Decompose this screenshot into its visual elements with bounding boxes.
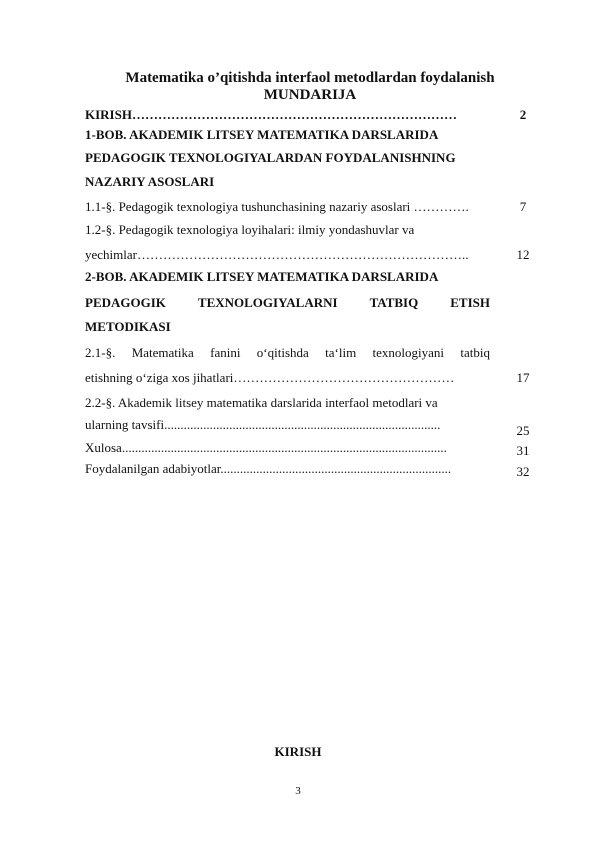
toc-word: ta‘lim (325, 345, 357, 360)
document-title (84, 70, 536, 104)
toc-entry-text: ularning tavsifi..................................................................................... (85, 417, 441, 432)
toc-word: ETISH (450, 295, 490, 310)
toc-word: TEXNOLOGIYALARNI (197, 295, 338, 310)
toc-page-number: 25 (516, 423, 530, 438)
toc-heading-bob1-line1: 1-BOB. AKADEMIK LITSEY MATEMATIKA DARSLARIDA (85, 127, 439, 142)
toc-word: 2.1-§. (85, 345, 116, 360)
toc-page-number: 17 (516, 370, 530, 385)
title-line-1: Matematika o’qitishda interfaol metodlardan foydalanish (125, 70, 495, 86)
toc-heading-bob1-line3: NAZARIY ASOSLARI (85, 174, 215, 189)
toc-heading-bob2-line2 (85, 292, 537, 314)
toc-entry-text: Xulosa.................................................................................................... (85, 440, 447, 455)
toc-entry-2-2-line1: 2.2-§. Akademik litsey matematika darslarida interfaol metodlari va (85, 395, 438, 410)
toc-page-number: 12 (516, 247, 530, 262)
toc-word: fanini (210, 345, 241, 360)
toc-word: o‘qitishda (256, 345, 309, 360)
toc-entry-text: 1.1-§. Pedagogik texnologiya tushunchasining nazariy asoslari …………. (85, 199, 469, 214)
toc-page-number: 32 (516, 464, 530, 479)
toc-entry-text: yechimlar………………………………………………………………….. (85, 247, 469, 262)
toc-entry-1-2-line1: 1.2-§. Pedagogik texnologiya loyihalari: ilmiy yondashuvlar va (85, 222, 415, 237)
toc-word: PEDAGOGIK (85, 295, 166, 310)
toc-page-number: 7 (519, 199, 527, 214)
title-line-2: MUNDARIJA (263, 87, 357, 103)
toc-heading-bob1-line2: PEDAGOGIK TEXNOLOGIYALARDAN FOYDALANISHNING (85, 150, 456, 165)
toc-entry-1-2[interactable] (85, 244, 537, 266)
toc-entry-text: KIRISH………………………………………………………………… (85, 107, 457, 122)
toc-entry-text: etishning o‘ziga xos jihatlari…………………………………………… (85, 370, 455, 385)
toc-entry-2-2[interactable] (85, 414, 537, 436)
toc-word: TATBIQ (369, 295, 419, 310)
toc-entry-kirish[interactable] (85, 104, 537, 126)
toc-word: Matematika (131, 345, 194, 360)
toc-entry-2-1[interactable] (85, 367, 537, 389)
toc-word: tatbiq (460, 345, 490, 360)
toc-entry-2-1-line1 (85, 342, 537, 364)
toc-entry-xulosa[interactable] (85, 437, 537, 459)
section-heading-kirish: KIRISH (274, 744, 322, 759)
toc-heading-bob2-line1: 2-BOB. AKADEMIK LITSEY MATEMATIKA DARSLARIDA (85, 269, 439, 284)
toc-page-number: 31 (516, 443, 530, 458)
page-number: 3 (295, 785, 301, 797)
toc-entry-adabiyotlar[interactable] (85, 458, 537, 480)
toc-entry-text: Foydalanilgan adabiyotlar....................................................................... (85, 461, 452, 476)
toc-page-number: 2 (519, 107, 527, 122)
toc-entry-1-1[interactable] (85, 196, 537, 218)
toc-word: texnologiyani (372, 345, 445, 360)
toc-heading-bob2-line3: METODIKASI (85, 319, 171, 334)
